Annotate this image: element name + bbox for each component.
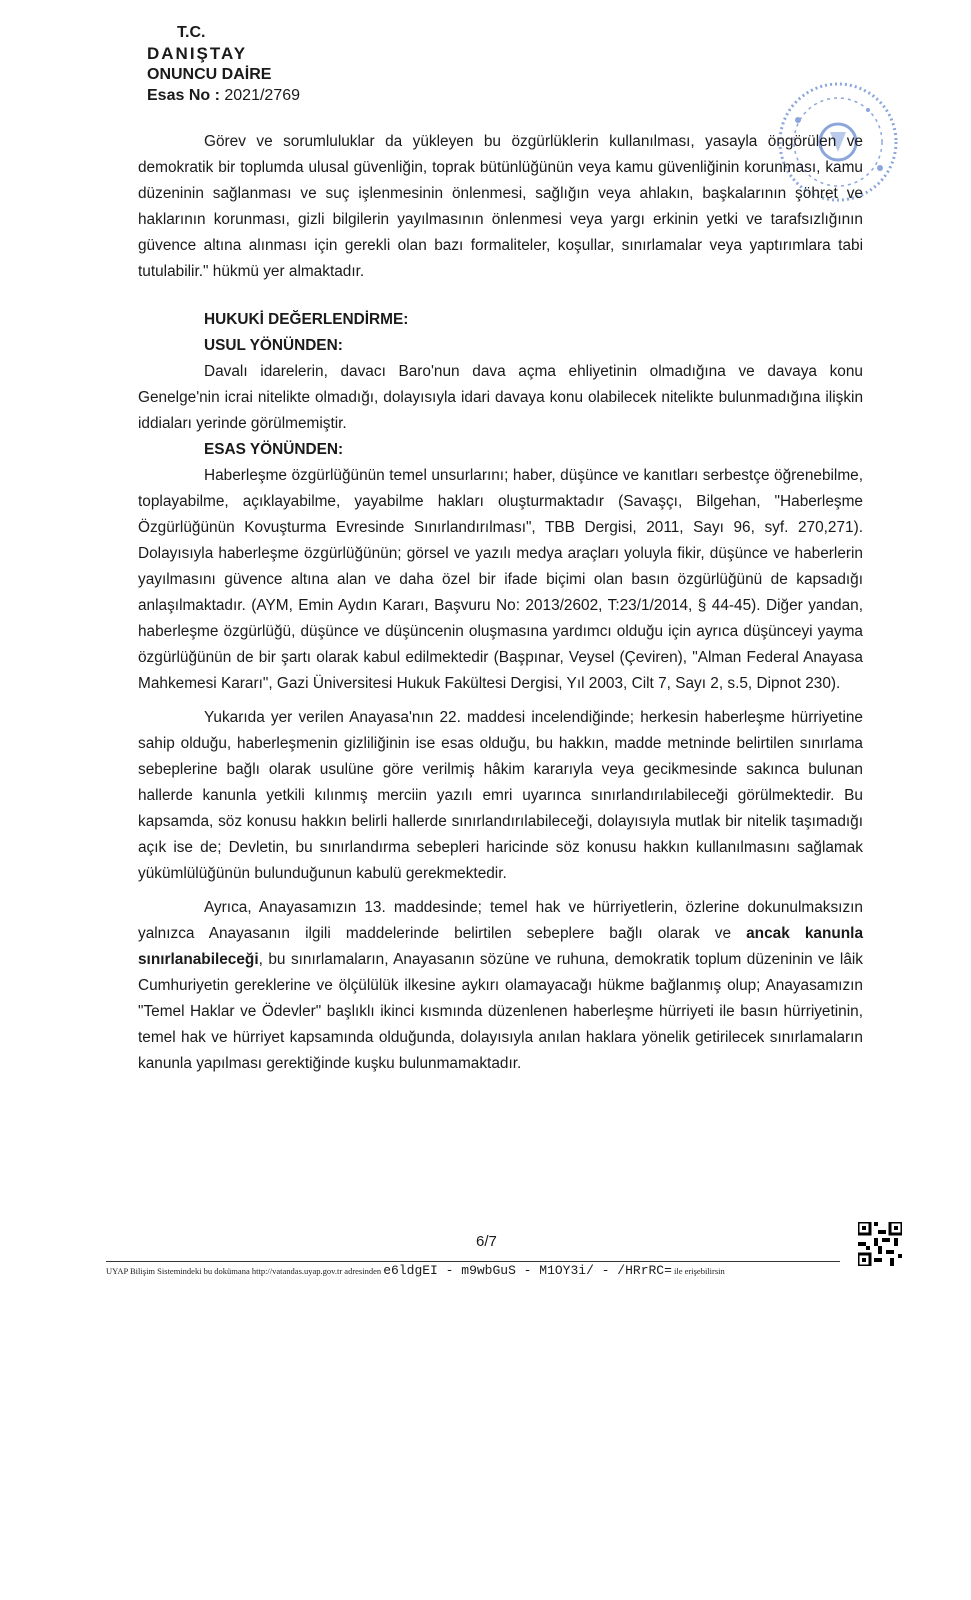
footer-text-after: ile erişebilirsin xyxy=(674,1266,725,1276)
page-number: 6/7 xyxy=(476,1233,497,1250)
header-chamber: ONUNCU DAİRE xyxy=(147,66,272,83)
paragraph-article-22: Yukarıda yer verilen Anayasa'nın 22. maddesi incelendiğinde; herkesin haberleşme hürriyetine sahip olduğu, haberleşmenin gizliliğinin ise esas olduğu, bu hakkın, madde metninde belirtilen sınırlama sebeplerine bağlı olarak usulüne göre verilmiş hâkim kararıyla veya gecikmesinde sakınca bulunan hallerde kanunla yetkili kılınmış merciin yazılı emri uyarınca sınırlandırılabileceği görülmektedir. Bu kapsamda, söz konusu hakkın belirli hallerde sınırlandırılabileceği, dolayısıyla mutlak bir nitelik taşımadığı açık ise de; Devletin, bu sınırlandırma sebepleri haricinde söz konusu hakkın kullanılmasını sağlamak yükümlülüğünün bulunduğunun kabulü gerekmektedir. xyxy=(138,709,863,882)
paragraph-echr-quote: Görev ve sorumluluklar da yükleyen bu özgürlüklerin kullanılması, yasayla öngörülen ve demokratik bir toplumda ulusal güvenliğin, toprak bütünlüğünün veya kamu güvenliğinin korunması, kamu düzeninin sağlanması ve suç işlenmesinin önlenmesi, sağlığın veya ahlakın, başkalarının şöhret ve haklarının korunması, gizli bilgilerin yayılmasının önlenmesi veya yargı erkinin yetki ve tarafsızlığının güvence altına alınması için gerekli olan bazı formaliteler, koşullar, sınırlamalar veya yaptırımlara tabi tutulabilir." hükmü yer almaktadır. xyxy=(138,133,863,280)
heading-merits: ESAS YÖNÜNDEN: xyxy=(204,441,344,458)
footer-text-before: UYAP Bilişim Sistemindeki bu dokümana http://vatandas.uyap.gov.tr adresinden xyxy=(106,1266,382,1276)
header-tc: T.C. xyxy=(177,24,206,41)
paragraph-article-13 xyxy=(138,895,863,1077)
heading-legal-assessment: HUKUKİ DEĞERLENDİRME: xyxy=(204,311,409,328)
paragraph-procedure: Davalı idarelerin, davacı Baro'nun dava açma ehliyetinin olmadığına ve davaya konu Genelge'nin icrai nitelikte olmadığı, dolayısıyla idari davaya konu olabilecek nitelikte bulunmadığına ilişkin iddiaları yerinde görülmemiştir. xyxy=(138,363,863,432)
paragraph-article-13-bold: ancak kanunla sınırlanabileceği xyxy=(138,925,863,968)
document-header xyxy=(147,22,300,106)
header-case-number xyxy=(147,85,300,106)
case-number-label: Esas No : xyxy=(147,87,220,104)
footer-divider xyxy=(106,1261,840,1262)
paragraph-communication-freedom: Haberleşme özgürlüğünün temel unsurlarını; haber, düşünce ve kanıtları serbestçe öğrenebilme, toplayabilme, açıklayabilme, yayabilme hakları oluşturmaktadır (Savaşçı, Bilgehan, "Haberleşme Özgürlüğünün Kovuşturma Evresinde Sınırlandırılması", TBB Dergisi, 2011, Sayı 96, syf. 270,271). Dolayısıyla haberleşme özgürlüğünün; görsel ve yazılı medya araçları yoluyla fikir, düşünce ve haberlerin yayılmasını güvence altına alan ve daha özel bir ifade biçimi olan basın özgürlüğünü de kapsadığı anlaşılmaktadır. (AYM, Emin Aydın Kararı, Başvuru No: 2013/2602, T:23/1/2014, § 44-45). Diğer yandan, haberleşme özgürlüğü, düşünce ve düşüncenin oluşmasına yardımcı olduğu için ayrıca düşünceyi yayma özgürlüğünün de bir şartı olarak kabul edilmektedir (Başpınar, Veysel (Çeviren), "Alman Federal Anayasa Mahkemesi Kararı", Gazi Üniversitesi Hukuk Fakültesi Dergisi, Yıl 2003, Cilt 7, Sayı 2, s.5, Dipnot 230). xyxy=(138,467,863,692)
case-number-value: 2021/2769 xyxy=(224,87,301,104)
footer xyxy=(106,1263,725,1278)
qr-code-icon xyxy=(858,1222,902,1266)
footer-verification-code: e6ldgEI - m9wbGuS - M1OY3i/ - /HRrRC= xyxy=(383,1263,672,1278)
document-body xyxy=(138,129,863,1077)
header-court: DANIŞTAY xyxy=(147,44,248,63)
paragraph-article-13-part-a: Ayrıca, Anayasamızın 13. maddesinde; temel hak ve hürriyetlerin, özlerine dokunulmaksızın yalnızca Anayasanın ilgili maddelerinde belirtilen sebeplere bağlı olarak ve xyxy=(138,899,863,942)
heading-procedure: USUL YÖNÜNDEN: xyxy=(204,337,343,354)
paragraph-article-13-part-b: , bu sınırlamaların, Anayasanın sözüne ve ruhuna, demokratik toplum düzeninin ve lâik Cumhuriyetin gereklerine ve ölçülülük ilkesine aykırı olamayacağı hükme bağlanmış olup; Anayasamızın "Temel Haklar ve Ödevler" başlıklı ikinci kısmında düzenlenen haberleşme hürriyeti ile basın hürriyetinin, temel hak ve hürriyet kapsamında olduğunda, dolayısıyla anılan haklara yönelik getirilecek sınırlamaların kanunla yapılması gerektiğinde kuşku bulunmamaktadır. xyxy=(138,951,863,1072)
